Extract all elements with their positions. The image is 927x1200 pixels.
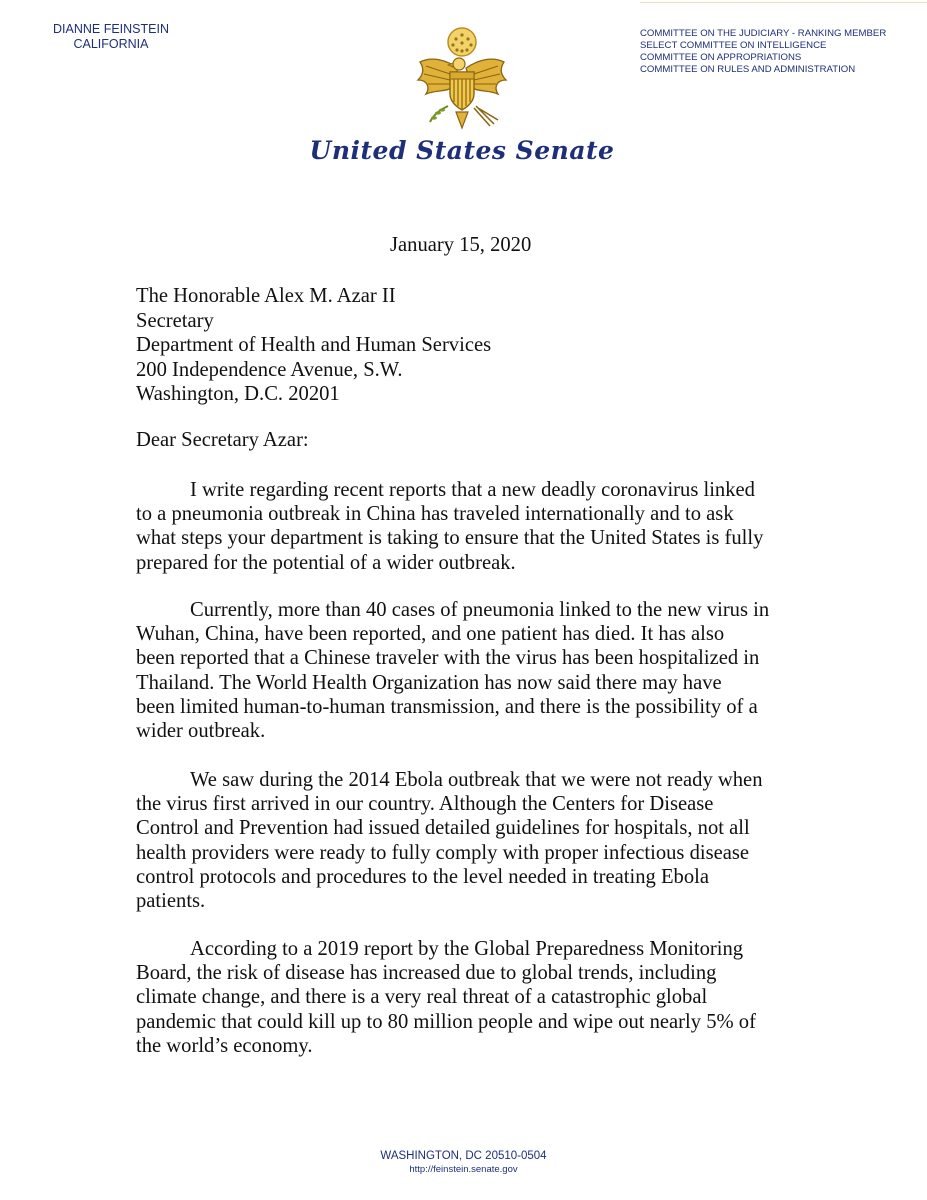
paragraph-line: been reported that a Chinese traveler with the virus has been hospitalized in [136, 647, 760, 670]
paragraph-line: patients. [136, 890, 206, 913]
body-paragraph [136, 937, 816, 1058]
paragraph-line: to a pneumonia outbreak in China has traveled internationally and to ask [136, 503, 734, 526]
letter-date: January 15, 2020 [390, 234, 532, 256]
great-seal-eagle-icon [412, 22, 512, 134]
paragraph-line: Board, the risk of disease has increased due to global trends, including [136, 962, 717, 985]
committee-item: COMMITTEE ON THE JUDICIARY - RANKING MEMBER [640, 28, 887, 39]
paragraph-line: pandemic that could kill up to 80 million people and wipe out nearly 5% of [136, 1010, 756, 1033]
paragraph-line: We saw during the 2014 Ebola outbreak that we were not ready when [190, 769, 763, 791]
committee-item: COMMITTEE ON APPROPRIATIONS [640, 52, 802, 63]
recipient-city: Washington, D.C. 20201 [136, 383, 340, 405]
footer-url[interactable]: http://feinstein.senate.gov [409, 1164, 518, 1175]
committee-item: COMMITTEE ON RULES AND ADMINISTRATION [640, 64, 856, 75]
salutation: Dear Secretary Azar: [136, 429, 309, 451]
institution-title: United States Senate [309, 136, 615, 165]
paragraph-line: I write regarding recent reports that a new deadly coronavirus linked [190, 479, 755, 501]
sender-block [28, 22, 194, 52]
committee-item: SELECT COMMITTEE ON INTELLIGENCE [640, 40, 827, 51]
sender-name: DIANNE FEINSTEIN [53, 22, 169, 36]
paragraph-line: climate change, and there is a very real threat of a catastrophic global [136, 986, 708, 1009]
recipient-name: The Honorable Alex M. Azar II [136, 285, 396, 307]
body-paragraph [136, 478, 816, 575]
paragraph-line: control protocols and procedures to the level needed in treating Ebola [136, 865, 709, 888]
paragraph-line: wider outbreak. [136, 720, 266, 743]
paragraph-line: Thailand. The World Health Organization has now said there may have [136, 671, 722, 694]
footer-address: WASHINGTON, DC 20510-0504 [380, 1150, 547, 1162]
recipient-street: 200 Independence Avenue, S.W. [136, 358, 403, 381]
body-paragraph [136, 768, 816, 913]
paragraph-line: Wuhan, China, have been reported, and one patient has died. It has also [136, 623, 725, 646]
recipient-title: Secretary [136, 309, 214, 332]
recipient-department: Department of Health and Human Services [136, 334, 492, 356]
paragraph-line: been limited human-to-human transmission, and there is the possibility of a [136, 695, 758, 718]
top-edge-rule [640, 2, 927, 3]
paragraph-line: the world’s economy. [136, 1034, 313, 1057]
recipient-address [136, 284, 491, 407]
paragraph-line: Control and Prevention had issued detailed guidelines for hospitals, not all [136, 817, 750, 840]
paragraph-line: prepared for the potential of a wider outbreak. [136, 551, 516, 574]
paragraph-line: Currently, more than 40 cases of pneumonia linked to the new virus in [190, 599, 770, 621]
paragraph-line: According to a 2019 report by the Global Preparedness Monitoring [190, 938, 744, 960]
paragraph-line: health providers were ready to fully comply with proper infectious disease [136, 841, 750, 864]
paragraph-line: the virus first arrived in our country. Although the Centers for Disease [136, 793, 714, 816]
sender-state: CALIFORNIA [73, 37, 149, 51]
committee-list [640, 28, 925, 76]
paragraph-line: what steps your department is taking to ensure that the United States is fully [136, 527, 764, 550]
body-paragraph [136, 598, 816, 743]
